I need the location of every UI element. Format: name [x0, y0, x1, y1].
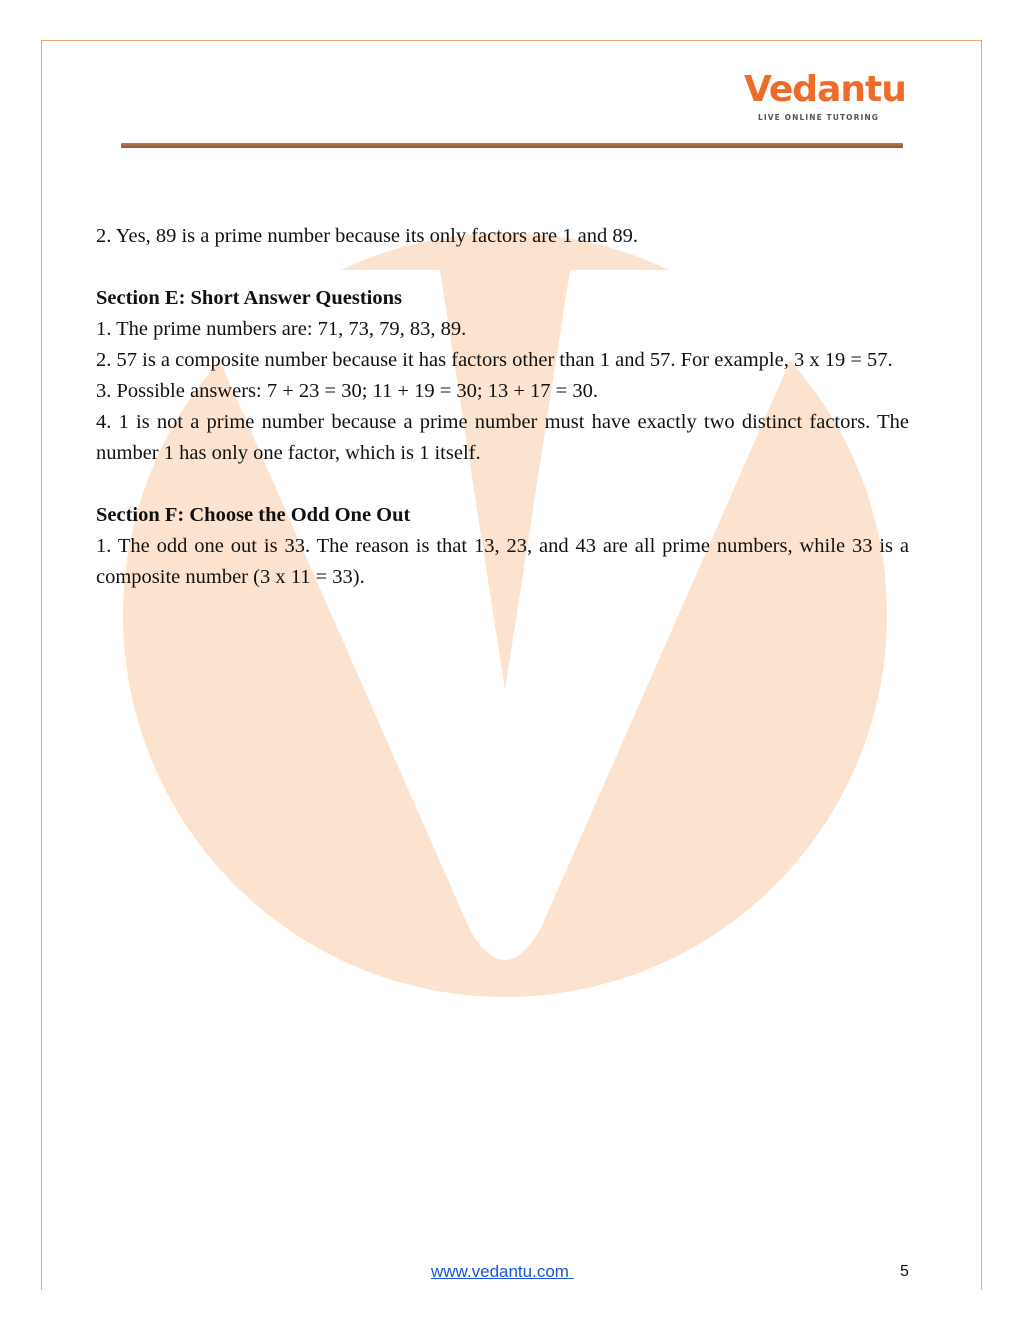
section-e-heading: Section E: Short Answer Questions [96, 287, 403, 309]
logo-wordmark: Vedantu [744, 69, 906, 110]
header-divider [121, 143, 903, 148]
section-f-heading: Section F: Choose the Odd One Out [96, 504, 411, 526]
section-e-item: 1. The prime numbers are: 71, 73, 79, 83, 89. [96, 318, 467, 340]
vedantu-logo [744, 70, 904, 128]
section-e-item: 3. Possible answers: 7 + 23 = 30; 11 + 19 = 30; 13 + 17 = 30. [96, 380, 598, 402]
logo-tagline: LIVE ONLINE TUTORING [758, 113, 880, 122]
document-body [96, 221, 909, 593]
page-number: 5 [900, 1263, 909, 1280]
section-e-item: 2. 57 is a composite number because it has factors other than 1 and 57. For example, 3 x 19 = 57. [96, 349, 893, 371]
section-e-item: 4. 1 is not a prime number because a prime number must have exactly two distinct factors. The number 1 has only one factor, which is 1 itself. [96, 411, 909, 464]
section-f-item: 1. The odd one out is 33. The reason is that 13, 23, and 43 are all prime numbers, while 33 is a composite number (3 x 11 = 33). [96, 535, 909, 588]
answer-line: 2. Yes, 89 is a prime number because its only factors are 1 and 89. [96, 225, 638, 247]
footer-website-link[interactable]: www.vedantu.com [431, 1262, 574, 1281]
